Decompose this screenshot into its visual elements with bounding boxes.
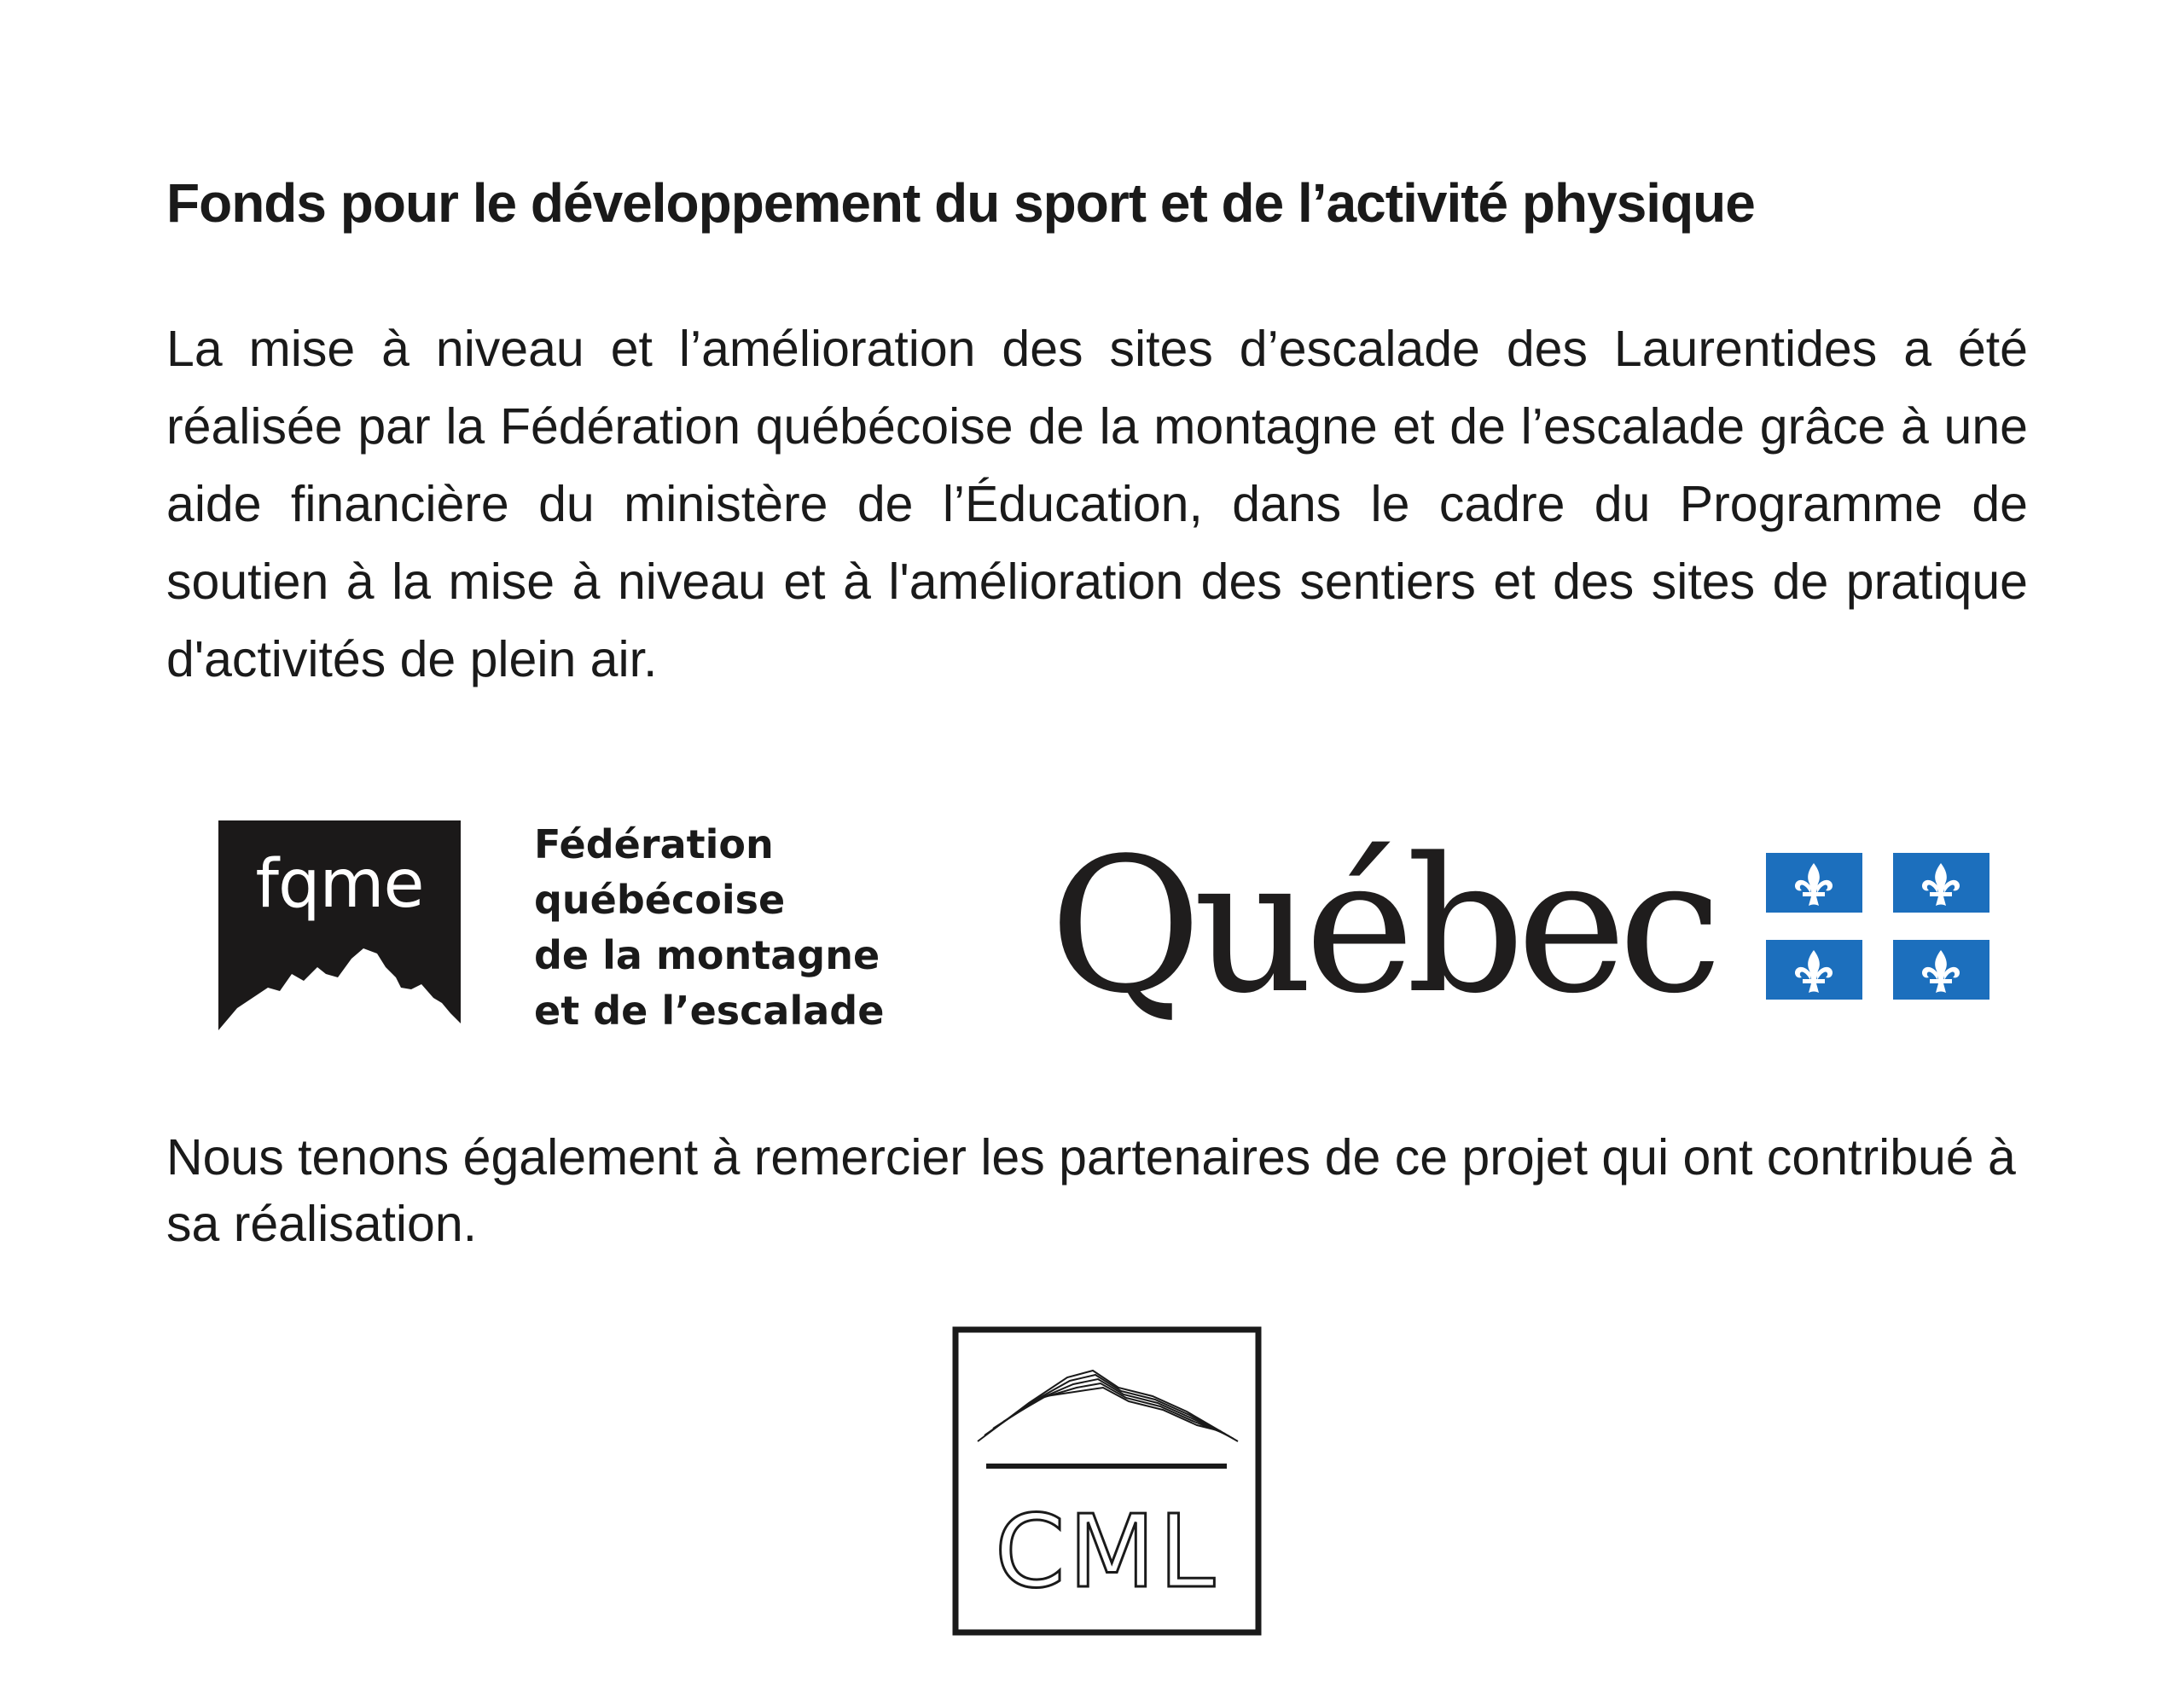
- fqme-name-line: de la montagne: [534, 932, 880, 978]
- quebec-flag-icon: [1766, 853, 1989, 1000]
- fqme-name-line: Fédération: [534, 821, 774, 867]
- fqme-name: [534, 817, 926, 1039]
- cml-letters: CML: [995, 1493, 1218, 1610]
- mountain-icon: [218, 948, 461, 1034]
- thanks-paragraph: Nous tenons également à remercier les partenaires de ce projet qui ont contribué à sa réalisation.: [166, 1129, 2016, 1252]
- fqme-name-line: québécoise: [534, 877, 786, 923]
- funding-paragraph: La mise à niveau et l’amélioration des sites d’escalade des Laurentides a été réalisée par la Fédération québécoise de la montagne et de l’escalade grâce à une aide financière du ministère de l’Éducation, dans le cadre du Programme de soutien à la mise à niveau et à l'amélioration des sentiers et des sites de pratique d'activités de plein air.: [166, 321, 2028, 687]
- fqme-wordmark: fqme: [255, 846, 424, 923]
- quebec-wordmark: Québec: [1049, 819, 1714, 1035]
- fqme-logo: [218, 820, 461, 1034]
- page-heading: Fonds pour le développement du sport et de l’activité physique: [166, 172, 1755, 234]
- fqme-name-line: et de l’escalade: [534, 988, 885, 1034]
- cml-logo: [952, 1326, 1262, 1636]
- mountain-lines-icon: [978, 1371, 1238, 1441]
